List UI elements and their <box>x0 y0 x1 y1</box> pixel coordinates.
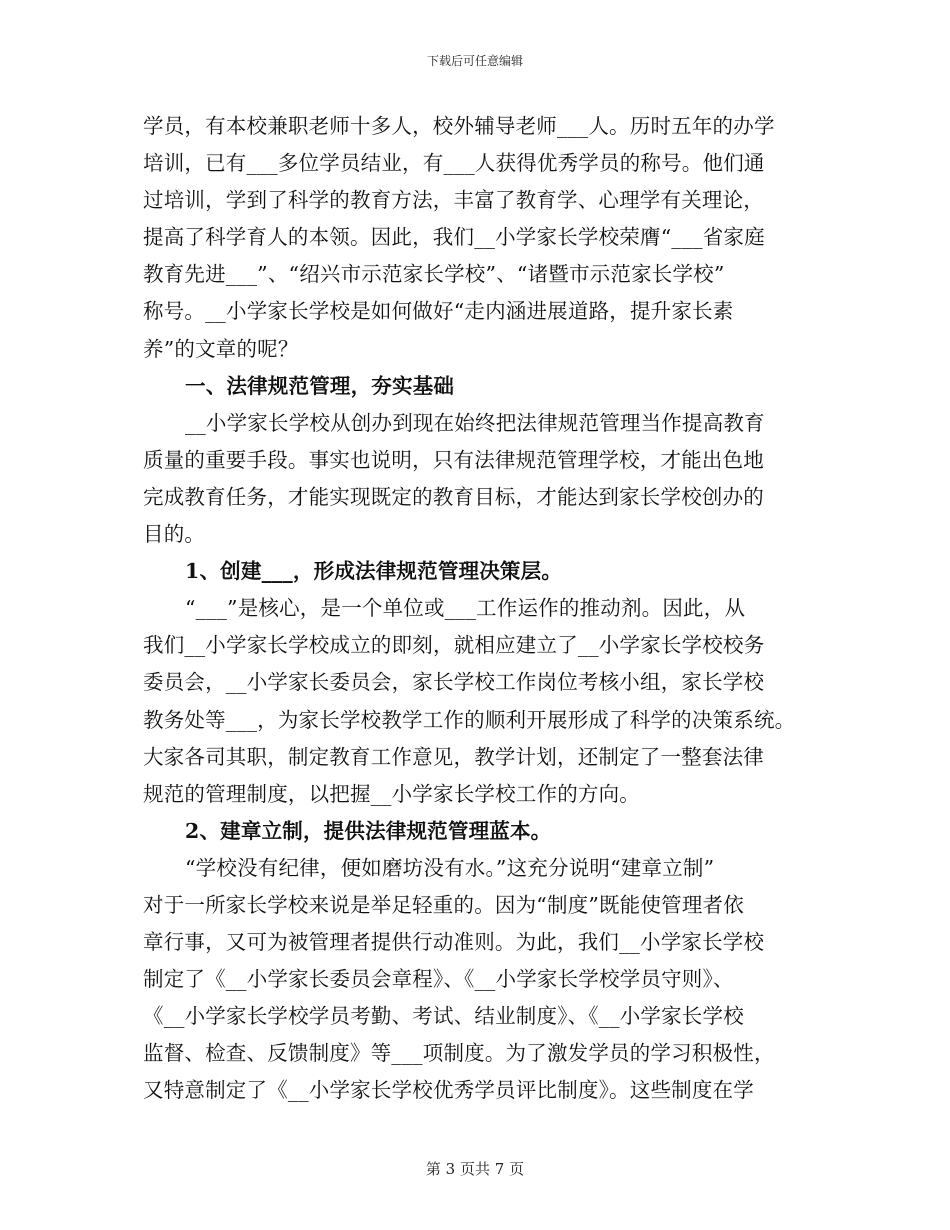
section-heading-line: 2、建章立制，提供法律规范管理蓝本。 <box>185 818 552 843</box>
body-text-line: 章行事，又可为被管理者提供行动准则。为此，我们__小学家长学校 <box>143 930 765 955</box>
body-text-line: 制定了《__小学家长委员会章程》、《__小学家长学校学员守则》、 <box>143 967 734 992</box>
body-text-line: 完成教育任务，才能实现既定的教育目标，才能达到家长学校创办的 <box>143 484 764 509</box>
section-heading-line: 1、创建___，形成法律规范管理决策层。 <box>185 559 563 584</box>
body-text-line: 提高了科学育人的本领。因此，我们__小学家长学校荣膺“___省家庭 <box>143 225 765 250</box>
body-text-line: 称号。__小学家长学校是如何做好“走内涵进展道路，提升家长素 <box>143 299 734 324</box>
section-heading-line: 一、法律规范管理，夯实基础 <box>185 373 455 398</box>
body-text-line: 目的。 <box>143 522 206 547</box>
page-footer: 第 3 页共 7 页 <box>425 1160 525 1178</box>
document-body <box>143 108 823 1110</box>
body-text-line: 学员，有本校兼职老师十多人，校外辅导老师___人。历时五年的办学 <box>143 114 775 138</box>
body-text-line: 规范的管理制度，以把握__小学家长学校工作的方向。 <box>143 781 640 806</box>
page-header: 下载后可任意编辑 <box>426 54 523 68</box>
body-text-line: 养”的文章的呢？ <box>143 336 299 361</box>
body-text-line: 大家各司其职，制定教育工作意见，教学计划，还制定了一整套法律 <box>143 744 764 769</box>
body-text-line: 教育先进___”、“绍兴市示范家长学校”、“诸暨市示范家长学校” <box>143 262 725 287</box>
body-text-line: “___”是核心，是一个单位或___工作运作的推动剂。因此，从 <box>185 596 746 621</box>
body-text-line: 我们__小学家长学校成立的即刻，就相应建立了__小学家长学校校务 <box>143 633 765 658</box>
body-text-line: 质量的重要手段。事实也说明，只有法律规范管理学校，才能出色地 <box>143 447 764 472</box>
body-text-line: 又特意制定了《__小学家长学校优秀学员评比制度》。这些制度在学 <box>143 1078 754 1103</box>
body-text-line: 对于一所家长学校来说是举足轻重的。因为“制度”既能使管理者依 <box>143 892 744 917</box>
body-text-line: 委员会，__小学家长委员会，家长学校工作岗位考核小组，家长学校 <box>143 670 765 695</box>
body-text-line: 教务处等___，为家长学校教学工作的顺利开展形成了科学的决策系统。 <box>143 707 796 732</box>
body-text-line: __小学家长学校从创办到现在始终把法律规范管理当作提高教育 <box>185 410 765 435</box>
body-text-line: 过培训，学到了科学的教育方法，丰富了教育学、心理学有关理论， <box>143 188 764 213</box>
body-text-line: 《__小学家长学校学员考勤、考试、结业制度》、《__小学家长学校 <box>143 1004 744 1029</box>
body-text-line: 培训，已有___多位学员结业，有___人获得优秀学员的称号。他们通 <box>143 151 765 176</box>
body-text-line: “学校没有纪律，便如磨坊没有水。”这充分说明“建章立制” <box>185 855 715 880</box>
body-text-line: 监督、检查、反馈制度》等___项制度。为了激发学员的学习积极性， <box>143 1041 775 1066</box>
